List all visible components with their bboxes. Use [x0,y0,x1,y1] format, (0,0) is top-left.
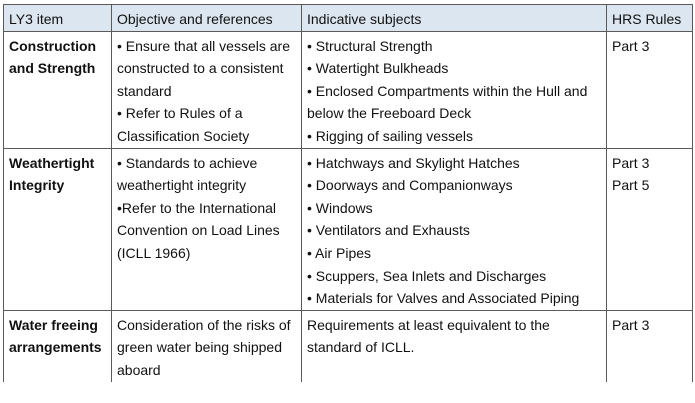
subject-line: • Enclosed Compartments within the Hull and below the Freeboard Deck [307,82,588,122]
subjects-cell [302,310,607,381]
table-row [4,148,693,310]
subject-line: • Air Pipes [307,244,372,261]
subjects-cell [302,31,607,148]
table-row [4,310,693,381]
item-cell: Weathertight Integrity [4,148,112,310]
subject-line: • Ventilators and Exhausts [307,222,470,239]
table-header [4,5,693,32]
ly3-requirements-table [3,4,693,382]
item-cell: Construction and Strength [4,31,112,148]
objective-line: Consideration of the risks of green water being shipped aboard [117,316,291,378]
rule-line: Part 3 [612,37,650,54]
subject-line: • Windows [307,199,373,216]
table-row [4,31,693,148]
rule-line: Part 3 [612,316,650,333]
rules-cell [607,31,693,148]
rules-cell [607,310,693,381]
header-indicative-subjects: Indicative subjects [302,5,607,32]
subject-line: • Scuppers, Sea Inlets and Discharges [307,267,547,284]
objectives-cell [112,148,302,310]
rule-line: Part 5 [612,177,650,194]
subject-line: • Structural Strength [307,37,433,54]
subject-line: Requirements at least equivalent to the standard of ICLL. [307,316,550,356]
subject-line: • Materials for Valves and Associated Piping [307,290,580,307]
subjects-cell [302,148,607,310]
header-objective-references: Objective and references [112,5,302,32]
item-cell: Water freeing arrangements [4,310,112,381]
subject-line: • Hatchways and Skylight Hatches [307,154,520,171]
subject-line: • Doorways and Companionways [307,177,513,194]
objective-line: • Standards to achieve weathertight integrity [117,154,258,194]
subject-line: • Rigging of sailing vessels [307,127,473,144]
objective-line: • Refer to Rules of a Classification Society [117,105,250,144]
objectives-cell [112,310,302,381]
objective-line: • Ensure that all vessels are constructed to a consistent standard [117,37,290,99]
header-ly3-item: LY3 item [4,5,112,32]
header-hrs-rules: HRS Rules [607,5,693,32]
subject-line: • Watertight Bulkheads [307,60,449,77]
rule-line: Part 3 [612,154,650,171]
objectives-cell [112,31,302,148]
objective-line: •Refer to the International Convention on Load Lines (ICLL 1966) [117,199,280,261]
table-body [4,31,693,381]
header-row [4,5,693,32]
rules-cell [607,148,693,310]
